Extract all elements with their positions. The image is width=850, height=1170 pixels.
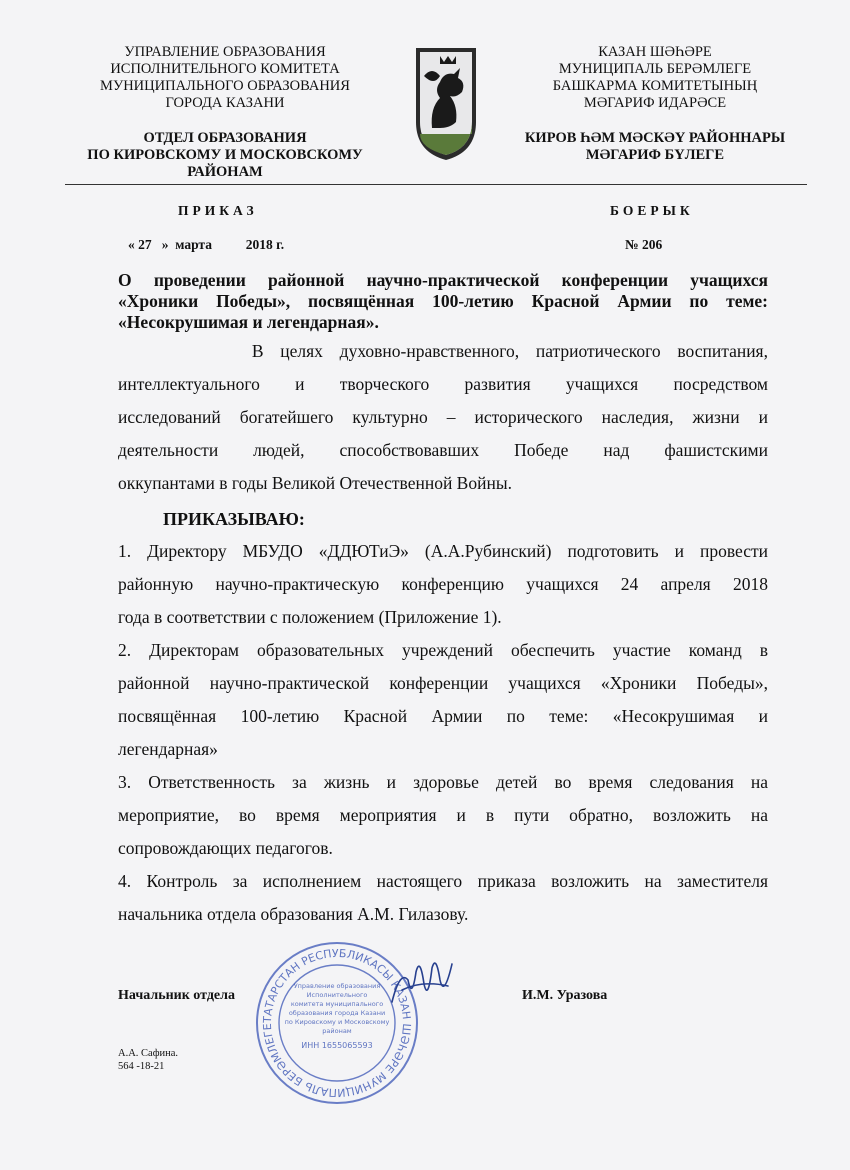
item-line: начальника отдела образования А.М. Гилазову. [118, 904, 469, 924]
intro-line: исследований богатейшего культурно – исторического наследия, жизни и [118, 407, 768, 427]
intro-line: оккупантами в годы Великой Отечественной Войны. [118, 473, 512, 493]
item-line: посвящённая 100-летию Красной Армии по теме: «Несокрушимая и [118, 706, 768, 726]
item-line: мероприятие, во время мероприятия и в пути обратно, возложить на [118, 805, 768, 825]
item-line: районную научно-практическую конференцию учащихся 24 апреля 2018 [118, 574, 768, 594]
item-line: районной научно-практической конференции учащихся «Хроники Победы», [118, 673, 768, 693]
header-left-dept-line: РАЙОНАМ [187, 164, 263, 180]
header-right-dept-line: КИРОВ ҺӘМ МӘСКӘҮ РАЙОННАРЫ [524, 130, 786, 146]
signatory-position: Начальник отдела [118, 988, 235, 1003]
order-title [118, 270, 768, 333]
order-items [118, 535, 768, 931]
header-right-line: МӘГАРИФ ИДАРӘСЕ [583, 95, 727, 111]
intro-paragraph [118, 335, 768, 500]
item-line: 2. Директорам образовательных учреждений обеспечить участие команд в [118, 640, 768, 660]
intro-line: деятельности людей, способствовавших Победе над фашистскими [118, 440, 768, 460]
header-divider [65, 184, 807, 185]
item-line: легендарная» [118, 739, 218, 759]
header-left-line: ГОРОДА КАЗАНИ [165, 95, 285, 111]
stamp-inner-line: по Кировскому и Московскому [284, 1018, 390, 1026]
header-left-dept-line: ОТДЕЛ ОБРАЗОВАНИЯ [143, 130, 307, 146]
order-title-line: О проведении районной научно-практической конференции учащихся [118, 270, 768, 290]
intro-line: В целях духовно-нравственного, патриотического воспитания, [118, 341, 768, 361]
item-line: сопровождающих педагогов. [118, 838, 333, 858]
item-line: 3. Ответственность за жизнь и здоровье детей во время следования на [118, 772, 768, 792]
stamp-inner-line: Управление образования [293, 982, 381, 990]
item-line: года в соответствии с положением (Приложение 1). [118, 607, 502, 627]
order-label-tt: БОЕРЫК [610, 203, 694, 218]
stamp-inner-line: районам [322, 1027, 352, 1035]
stamp-inner-line: комитета муниципального [290, 1000, 384, 1008]
directive-heading: ПРИКАЗЫВАЮ: [163, 509, 305, 529]
header-right [500, 44, 810, 164]
header-right-line: БАШКАРМА КОМИТЕТЫНЫҢ [552, 78, 758, 94]
item-line: 1. Директору МБУДО «ДДЮТиЭ» (А.А.Рубинский) подготовить и провести [118, 541, 768, 561]
executor-info [118, 1047, 178, 1073]
order-title-line: «Несокрушимая и легендарная». [118, 312, 379, 332]
header-right-dept-line: МӘГАРИФ БҮЛЕГЕ [585, 147, 725, 163]
order-date: « 27 » марта 2018 г. [128, 237, 285, 252]
kazan-coat-of-arms-icon [410, 42, 482, 162]
header-left-dept-line: ПО КИРОВСКОМУ И МОСКОВСКОМУ [87, 147, 363, 163]
order-title-line: «Хроники Победы», посвящённая 100-летию Красной Армии по теме: [118, 291, 768, 311]
header-right-line: КАЗАН ШӘҺӘРЕ [598, 44, 712, 60]
header-left-line: УПРАВЛЕНИЕ ОБРАЗОВАНИЯ [124, 44, 326, 60]
stamp-ring-text: ТАТАРСТАН РЕСПУБЛИКАСЫ КАЗАН ШӘҺӘРЕ МУНИЦИПАЛЬ БЕРӘМЛЕГЕ [260, 946, 414, 1100]
signatory-name: И.М. Уразова [522, 988, 608, 1003]
stamp-inn: ИНН 1655065593 [301, 1041, 373, 1050]
header-left-line: ИСПОЛНИТЕЛЬНОГО КОМИТЕТА [110, 61, 340, 77]
header-left [70, 44, 380, 181]
stamp-inner-line: образования города Казани [288, 1009, 386, 1017]
item-line: 4. Контроль за исполнением настоящего приказа возложить на заместителя [118, 871, 768, 891]
executor-name: А.А. Сафина. [118, 1048, 179, 1059]
header-right-line: МУНИЦИПАЛЬ БЕРӘМЛЕГЕ [558, 61, 752, 77]
stamp-inner-line: Исполнительного [306, 991, 368, 999]
header-left-line: МУНИЦИПАЛЬНОГО ОБРАЗОВАНИЯ [100, 78, 350, 94]
executor-phone: 564 -18-21 [118, 1061, 165, 1072]
order-number: № 206 [625, 237, 663, 252]
order-label-ru: ПРИКАЗ [178, 203, 258, 218]
handwritten-signature [382, 950, 462, 1020]
intro-line: интеллектуального и творческого развития учащихся посредством [118, 374, 768, 394]
